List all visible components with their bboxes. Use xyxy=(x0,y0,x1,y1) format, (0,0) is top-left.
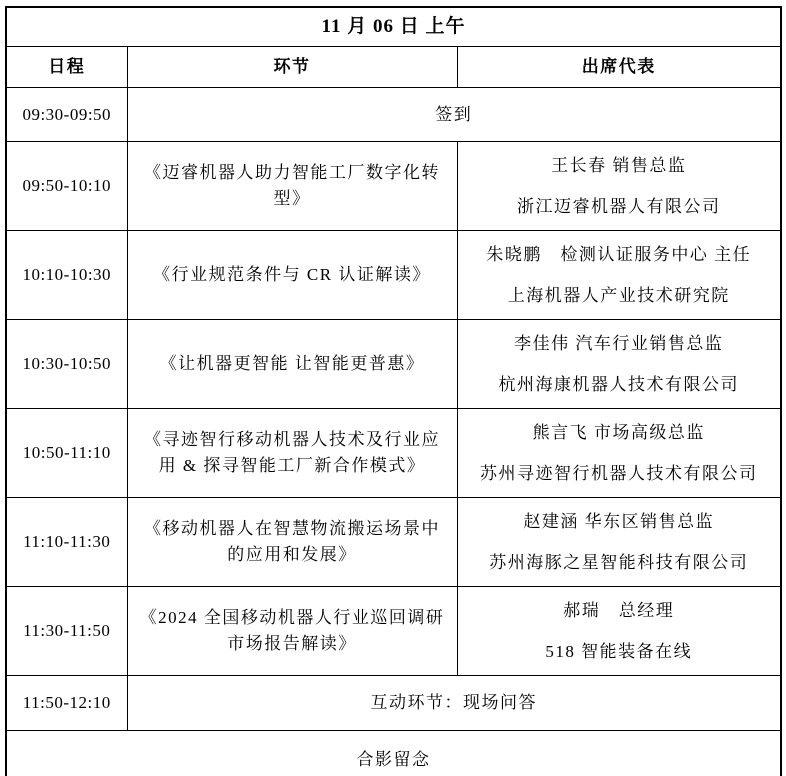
rep-org: 上海机器人产业技术研究院 xyxy=(507,286,730,305)
representative-cell xyxy=(457,231,781,320)
session-cell: 《让机器更智能 让智能更普惠》 xyxy=(127,320,457,409)
time-cell: 09:50-10:10 xyxy=(6,142,127,231)
time-cell: 10:10-10:30 xyxy=(6,231,127,320)
col-header-representatives: 出席代表 xyxy=(457,47,781,88)
table-title: 11 月 06 日 上午 xyxy=(6,7,781,47)
rep-name: 王长春 销售总监 xyxy=(551,155,687,175)
rep-name: 朱晓鹏 检测认证服务中心 主任 xyxy=(486,244,752,264)
time-cell: 11:50-12:10 xyxy=(6,676,127,731)
representative-cell xyxy=(457,142,781,231)
session-cell: 《移动机器人在智慧物流搬运场景中的应用和发展》 xyxy=(127,498,457,587)
time-cell: 11:30-11:50 xyxy=(6,587,127,676)
table-row xyxy=(6,498,781,587)
col-header-session: 环节 xyxy=(127,47,457,88)
time-cell: 10:30-10:50 xyxy=(6,320,127,409)
table-row xyxy=(6,320,781,409)
representative-cell xyxy=(457,498,781,587)
time-cell: 11:10-11:30 xyxy=(6,498,127,587)
col-header-schedule: 日程 xyxy=(6,47,127,88)
session-cell: 《行业规范条件与 CR 认证解读》 xyxy=(127,231,457,320)
rep-org: 苏州海豚之星智能科技有限公司 xyxy=(489,553,749,572)
rep-org: 杭州海康机器人技术有限公司 xyxy=(498,375,739,394)
table-row xyxy=(6,231,781,320)
merged-session-cell: 互动环节：现场问答 xyxy=(127,676,781,731)
table-row xyxy=(6,88,781,142)
rep-name: 李佳伟 汽车行业销售总监 xyxy=(514,333,724,353)
session-cell: 《迈睿机器人助力智能工厂数字化转型》 xyxy=(127,142,457,231)
representative-cell xyxy=(457,409,781,498)
rep-name: 郝瑞 总经理 xyxy=(563,600,675,620)
table-row-header xyxy=(6,47,781,88)
rep-org: 苏州寻迹智行机器人技术有限公司 xyxy=(480,464,758,483)
table-row xyxy=(6,587,781,676)
rep-org: 518 智能装备在线 xyxy=(545,642,693,661)
schedule-table xyxy=(5,6,782,776)
rep-name: 赵建涵 华东区销售总监 xyxy=(523,511,715,531)
rep-org: 浙江迈睿机器人有限公司 xyxy=(517,197,721,216)
table-row-footer xyxy=(6,731,781,776)
time-cell: 09:30-09:50 xyxy=(6,88,127,142)
representative-cell xyxy=(457,320,781,409)
footer-cell: 合影留念 xyxy=(6,731,781,776)
rep-name: 熊言飞 市场高级总监 xyxy=(532,422,705,442)
time-cell: 10:50-11:10 xyxy=(6,409,127,498)
table-row xyxy=(6,409,781,498)
merged-session-cell: 签到 xyxy=(127,88,781,142)
representative-cell xyxy=(457,587,781,676)
session-cell: 《寻迹智行移动机器人技术及行业应用 & 探寻智能工厂新合作模式》 xyxy=(127,409,457,498)
session-cell: 《2024 全国移动机器人行业巡回调研市场报告解读》 xyxy=(127,587,457,676)
table-row xyxy=(6,676,781,731)
table-row-title xyxy=(6,7,781,47)
table-row xyxy=(6,142,781,231)
